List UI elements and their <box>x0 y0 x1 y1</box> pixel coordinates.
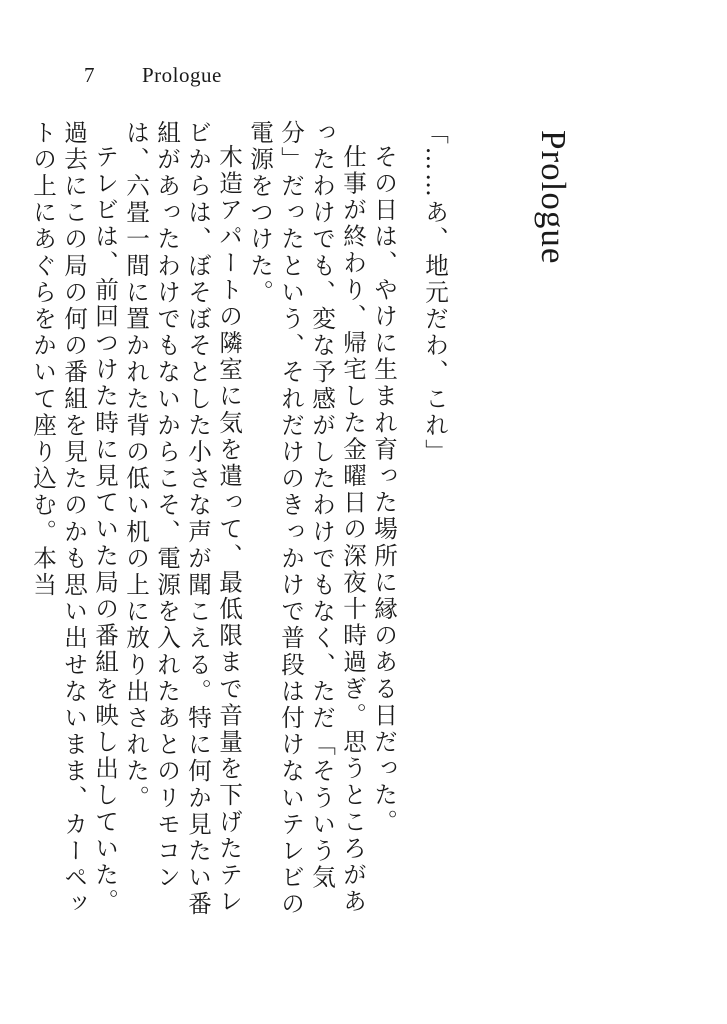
chapter-title: Prologue <box>534 130 573 265</box>
page-number: 7 <box>84 62 95 87</box>
page-header <box>84 62 222 88</box>
body-text <box>29 120 450 932</box>
running-title: Prologue <box>142 62 222 87</box>
paragraph: 木造アパートの隣室に気を遣って、最低限まで音量を下げたテレビからは、ぼそぼそとした小さな声が聞こえる。特に何か見たい番組があったわけでもないからこそ、電源を入れたあとのリモコンは、六畳一間に置かれた背の低い机の上に放り出された。 <box>122 120 243 918</box>
paragraph: その日は、やけに生まれ育った場所に縁のある日だった。 <box>370 143 398 836</box>
dialogue-line: 「……あ、地元だわ、これ」 <box>421 120 449 466</box>
paragraph: テレビは、前回つけた時に見ていた局の番組を映し出していた。過去にこの局の何の番組を見たのかも思い出せないまま、カーペットの上にあぐらをかいて座り込む。本当 <box>29 120 119 918</box>
paragraph: 仕事が終わり、帰宅した金曜日の深夜十時過ぎ。思うところがあったわけでも、変な予感がしたわけでもなく、ただ「そういう気分」だったという、それだけのきっかけで普段は付けないテレビの電源をつけた。 <box>246 120 367 918</box>
